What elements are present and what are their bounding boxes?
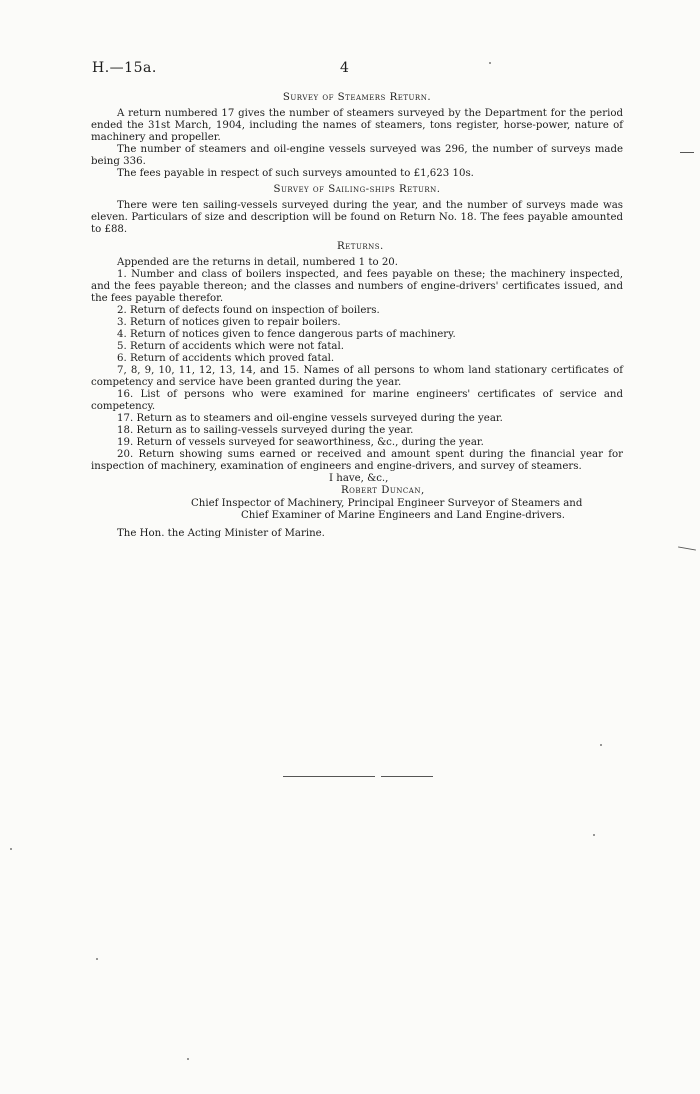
paragraph: The number of steamers and oil-engine vessels surveyed was 296, the number of surveys made being 336. [91,144,623,168]
list-item: 1. Number and class of boilers inspected, and fees payable on these; the machinery inspected, and the fees payable thereon; and the classes and numbers of engine-drivers' certificates issued, and the fees payable therefor. [91,268,623,304]
letter-body [91,88,623,540]
scan-speck [489,62,491,64]
list-item: 3. Return of notices given to repair boilers. [117,316,341,328]
list-item: 17. Return as to steamers and oil-engine vessels surveyed during the year. [117,413,503,425]
list-item: 16. List of persons who were examined for marine engineers' certificates of service and competency. [91,389,623,413]
list-item: 2. Return of defects found on inspection of boilers. [117,304,380,316]
list-item: 4. Return of notices given to fence dangerous parts of machinery. [117,328,456,340]
addressee: The Hon. the Acting Minister of Marine. [117,527,325,539]
paragraph: There were ten sailing-vessels surveyed during the year, and the number of surveys made was eleven. Particulars of size and description will be found on Return No. 18. The fees payable amounted to £88. [91,200,623,236]
signatory-name: Robert Duncan, [341,485,425,497]
signatory-title: Chief Inspector of Machinery, Principal Engineer Surveyor of Steamers and [191,497,583,509]
list-item: 5. Return of accidents which were not fatal. [117,340,345,352]
paragraph: The fees payable in respect of such surveys amounted to £1,623 10s. [117,168,474,180]
scan-speck [593,834,595,836]
section-heading-steamers: Survey of Steamers Return. [282,92,432,103]
scan-speck [600,744,602,746]
page-number: 4 [340,60,349,76]
margin-mark [678,546,696,550]
paragraph: A return numbered 17 gives the number of steamers surveyed by the Department for the period ended the 31st March, 1904, including the names of steamers, tons register, horse-power, nature of machinery and propeller. [91,108,623,144]
section-divider [283,776,433,777]
margin-mark [680,152,694,153]
page-header [0,60,700,80]
returns-intro: Appended are the returns in detail, numbered 1 to 20. [117,256,399,268]
salutation: I have, &c., [329,473,389,485]
list-item: 19. Return of vessels surveyed for seaworthiness, &c., during the year. [117,437,484,449]
section-heading-returns: Returns. [337,240,384,252]
scan-speck [96,958,98,960]
document-reference: H.—15a. [92,60,157,76]
list-item: 18. Return as to sailing-vessels surveyed during the year. [117,425,414,437]
signatory-title: Chief Examiner of Marine Engineers and Land Engine-drivers. [241,509,565,521]
list-item: 7, 8, 9, 10, 11, 12, 13, 14, and 15. Names of all persons to whom land stationary certificates of competency and service have been granted during the year. [91,364,623,389]
scan-speck [10,848,12,850]
list-item: 20. Return showing sums earned or received and amount spent during the financial year for inspection of machinery, examination of engineers and engine-drivers, and survey of steamers. [91,449,623,473]
list-item: 6. Return of accidents which proved fatal. [117,352,335,364]
scan-speck [187,1058,189,1060]
section-heading-sailing-ships: Survey of Sailing-ships Return. [273,184,441,196]
